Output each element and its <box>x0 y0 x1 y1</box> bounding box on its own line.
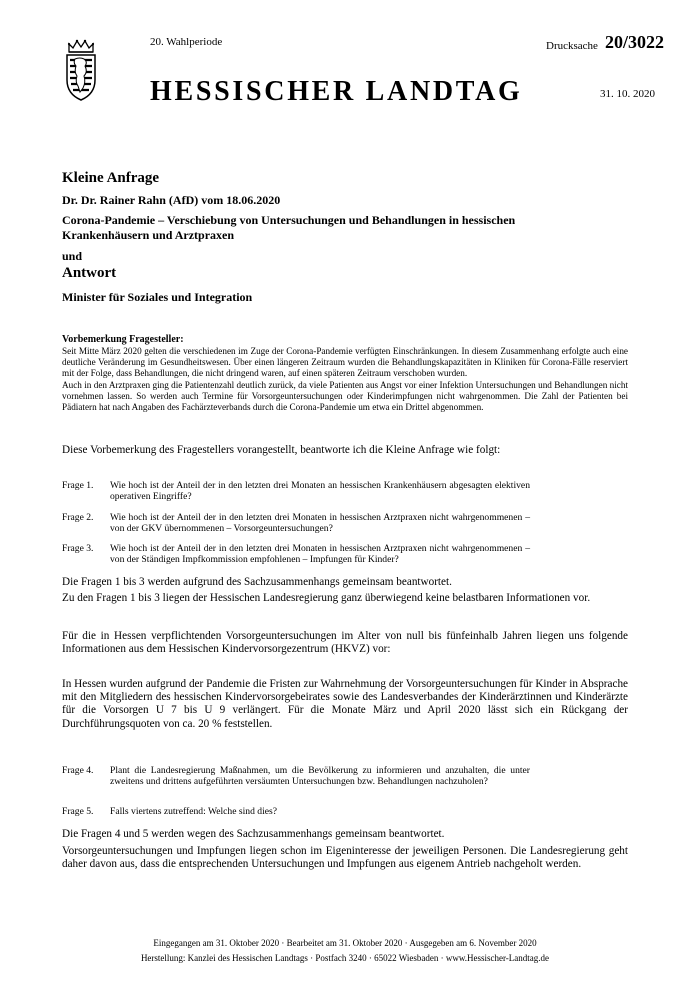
antwort-label: Antwort <box>62 265 117 281</box>
drucksache-number: 20/3022 <box>605 32 665 52</box>
intro-text: Diese Vorbemerkung des Fragestellers vorangestellt, beantworte ich die Kleine Anfrage wie folgt: <box>62 444 501 456</box>
question-text: Wie hoch ist der Anteil der in den letzten drei Monaten in hessischen Arztpraxen nicht wahrgenommenen – von der Ständigen Impfkommission empfohlenen – Impfungen für Kinder? <box>110 543 530 566</box>
question-1 <box>62 480 628 503</box>
question-label: Frage 1. <box>62 480 94 491</box>
question-text: Wie hoch ist der Anteil der in den letzten drei Monaten in hessischen Arztpraxen nicht wahrgenommenen – von der GKV übernommenen – Vorsorgeuntersuchungen? <box>110 512 530 535</box>
document-kind: Kleine Anfrage <box>62 170 160 186</box>
parliament-title: HESSISCHER LANDTAG <box>150 76 523 107</box>
document-date: 31. 10. 2020 <box>600 88 655 100</box>
question-5 <box>62 806 628 817</box>
footer-imprint: Herstellung: Kanzlei des Hessischen Landtags · Postfach 3240 · 65022 Wiesbaden · www.Hessischer-Landtag.de <box>140 953 550 963</box>
question-2 <box>62 512 628 535</box>
vorbemerkung <box>62 334 628 413</box>
wahlperiode: 20. Wahlperiode <box>150 36 223 48</box>
question-4 <box>62 765 628 788</box>
document-author: Dr. Dr. Rainer Rahn (AfD) vom 18.06.2020 <box>62 193 281 207</box>
vorbemerkung-title: Vorbemerkung Fragesteller: <box>62 334 184 345</box>
document-title: Corona-Pandemie – Verschiebung von Untersuchungen und Behandlungen in hessischen Krankenhäusern und Arztpraxen <box>62 213 516 242</box>
answer-text: Die Fragen 1 bis 3 werden aufgrund des Sachzusammenhangs gemeinsam beantwortet. <box>62 576 452 588</box>
question-text: Wie hoch ist der Anteil der in den letzten drei Monaten an hessischen Krankenhäusern abgesagten elektiven operativen Eingriffe? <box>110 480 530 503</box>
und-label: und <box>62 249 83 263</box>
answer-text: Für die in Hessen verpflichtenden Vorsorgeuntersuchungen im Alter von null bis fünfeinhalb Jahren liegen uns folgende Informationen aus dem Hessischen Kindervorsorgezentrum (HKVZ) vor: <box>62 630 628 656</box>
minister: Minister für Soziales und Integration <box>62 290 253 304</box>
question-label: Frage 5. <box>62 806 94 817</box>
answer-text: In Hessen wurden aufgrund der Pandemie die Fristen zur Wahrnehmung der Vorsorgeuntersuchungen für Kinder in Absprache mit den Mitgliedern des hessischen Kindervorsorgebeirates sowie des Landesverbandes der Kinderärztinnen und Kinderärzte für die Vorsorgen U 7 bis U 9 verlängert. Für die Monate März und April 2020 lässt sich ein Rückgang der Durchführungsquoten von ca. 20 % feststellen. <box>62 678 628 730</box>
footer-dates: Eingegangen am 31. Oktober 2020 · Bearbeitet am 31. Oktober 2020 · Ausgegeben am 6. November 2020 <box>153 938 537 948</box>
question-label: Frage 3. <box>62 543 94 554</box>
hessen-crest-icon <box>64 38 98 102</box>
question-label: Frage 4. <box>62 765 94 776</box>
answer-text: Zu den Fragen 1 bis 3 liegen der Hessischen Landesregierung ganz überwiegend keine belastbaren Informationen vor. <box>62 592 591 604</box>
vorbemerkung-para: Seit Mitte März 2020 gelten die verschiedenen im Zuge der Corona-Pandemie verfügten Einschränkungen. In diesem Zusammenhang erfolgte auch eine deutliche Veränderung im Gesundheitswesen. Über einen längeren Zeitraum wurden die Behandlungskapazitäten in Kliniken für Corona-Fälle reserviert mit der Folge, dass Behandlungen, die nicht dringend waren, auf einen späteren Zeitraum verschoben wurden. <box>62 346 628 379</box>
question-text: Plant die Landesregierung Maßnahmen, um die Bevölkerung zu informieren und anzuhalten, die unter zweitens und drittens aufgeführten versäumten Untersuchungen bzw. Behandlungen nachzuholen? <box>110 765 530 788</box>
vorbemerkung-para: Auch in den Arztpraxen ging die Patientenzahl deutlich zurück, da viele Patienten aus Angst vor einer Infektion Untersuchungen und Behandlungen nicht vornehmen lassen. So werden auch Termine für Vorsorgeuntersuchungen oder Kinderimpfungen nicht wahrgenommen. Die Zahl der Patienten bei Pädiatern hat nach Angaben des Fachärzteverbands durch die Corona-Pandemie um etwa ein Drittel abgenommen. <box>62 379 628 413</box>
drucksache-label: Drucksache <box>546 40 598 52</box>
question-label: Frage 2. <box>62 512 94 523</box>
answer-text: Die Fragen 4 und 5 werden wegen des Sachzusammenhangs gemeinsam beantwortet. <box>62 828 445 840</box>
answer-text: Vorsorgeuntersuchungen und Impfungen liegen schon im Eigeninteresse der jeweiligen Personen. Die Landesregierung geht daher davon aus, dass die entsprechenden Untersuchungen und Impfungen aus eigenem Antrieb nachgeholt werden. <box>62 845 628 871</box>
question-3 <box>62 543 628 566</box>
document-heading <box>62 168 622 305</box>
question-text: Falls viertens zutreffend: Welche sind dies? <box>110 806 277 817</box>
